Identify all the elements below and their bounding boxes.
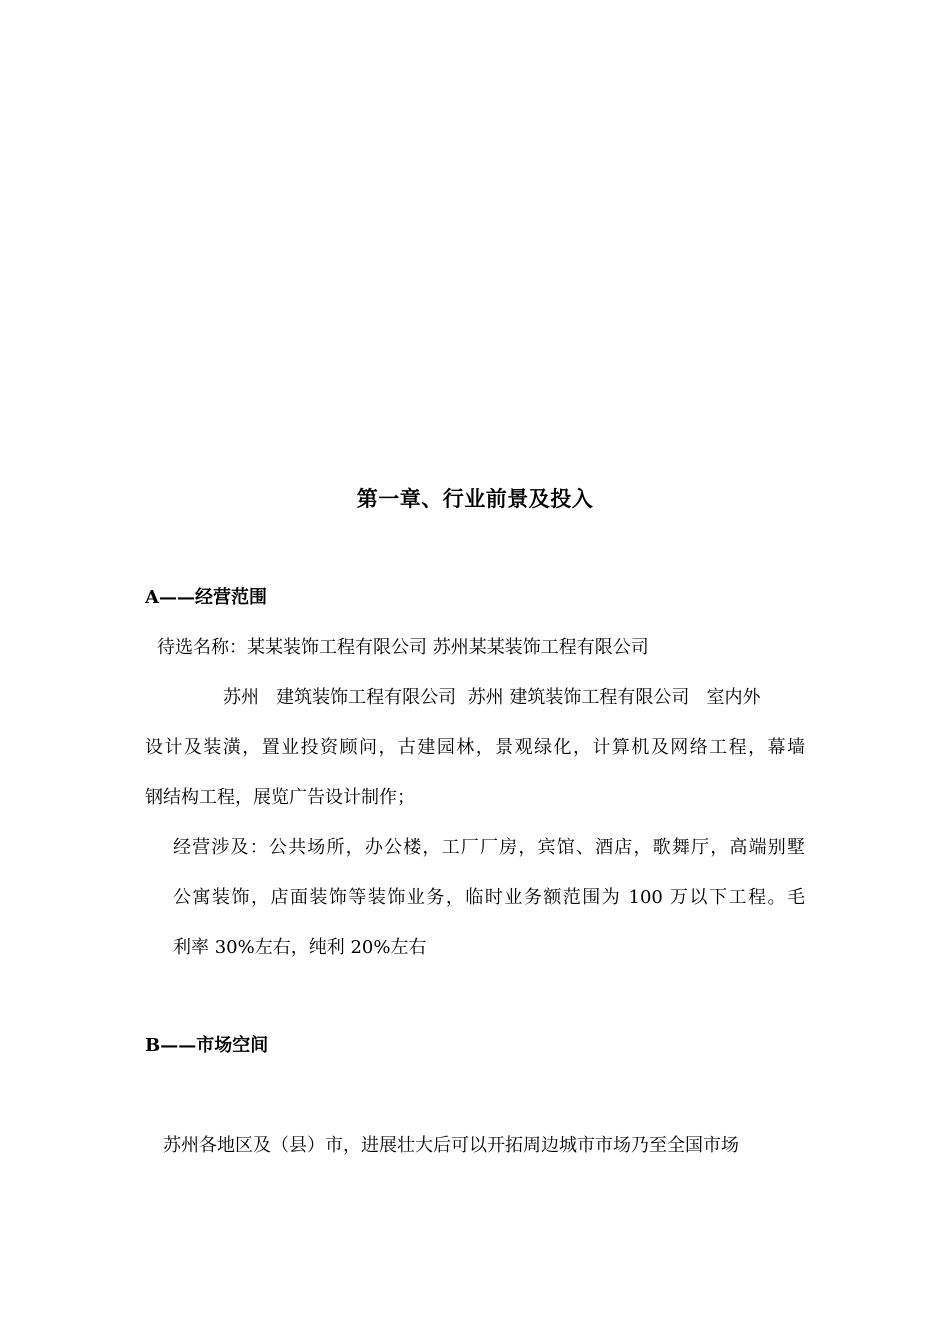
business-line-1: 经营涉及：公共场所，办公楼，工厂厂房，宾馆、酒店，歌舞厅，高端别墅 xyxy=(173,837,805,858)
scope-line-2: 设计及装潢，置业投资顾问，古建园林，景观绿化，计算机及网络工程，幕墙 xyxy=(145,737,805,758)
candidate-names-line: 待选名称：某某装饰工程有限公司 苏州某某装饰工程有限公司 xyxy=(157,637,649,658)
market-space-text: 苏州各地区及（县）市，进展壮大后可以开拓周边城市市场乃至全国市场 xyxy=(163,1135,739,1156)
scope-line-1: 苏州 建筑装饰工程有限公司 苏州 建筑装饰工程有限公司 室内外 xyxy=(223,687,761,708)
section-a-heading: A——经营范围 xyxy=(145,587,267,608)
chapter-title: 第一章、行业前景及投入 xyxy=(356,486,594,511)
business-line-2: 公寓装饰，店面装饰等装饰业务，临时业务额范围为 100 万以下工程。毛 xyxy=(173,887,805,908)
scope-line-3: 钢结构工程，展览广告设计制作； xyxy=(145,787,415,808)
section-b-heading: B——市场空间 xyxy=(145,1035,269,1056)
business-line-3: 利率 30%左右，纯利 20%左右 xyxy=(173,937,427,958)
